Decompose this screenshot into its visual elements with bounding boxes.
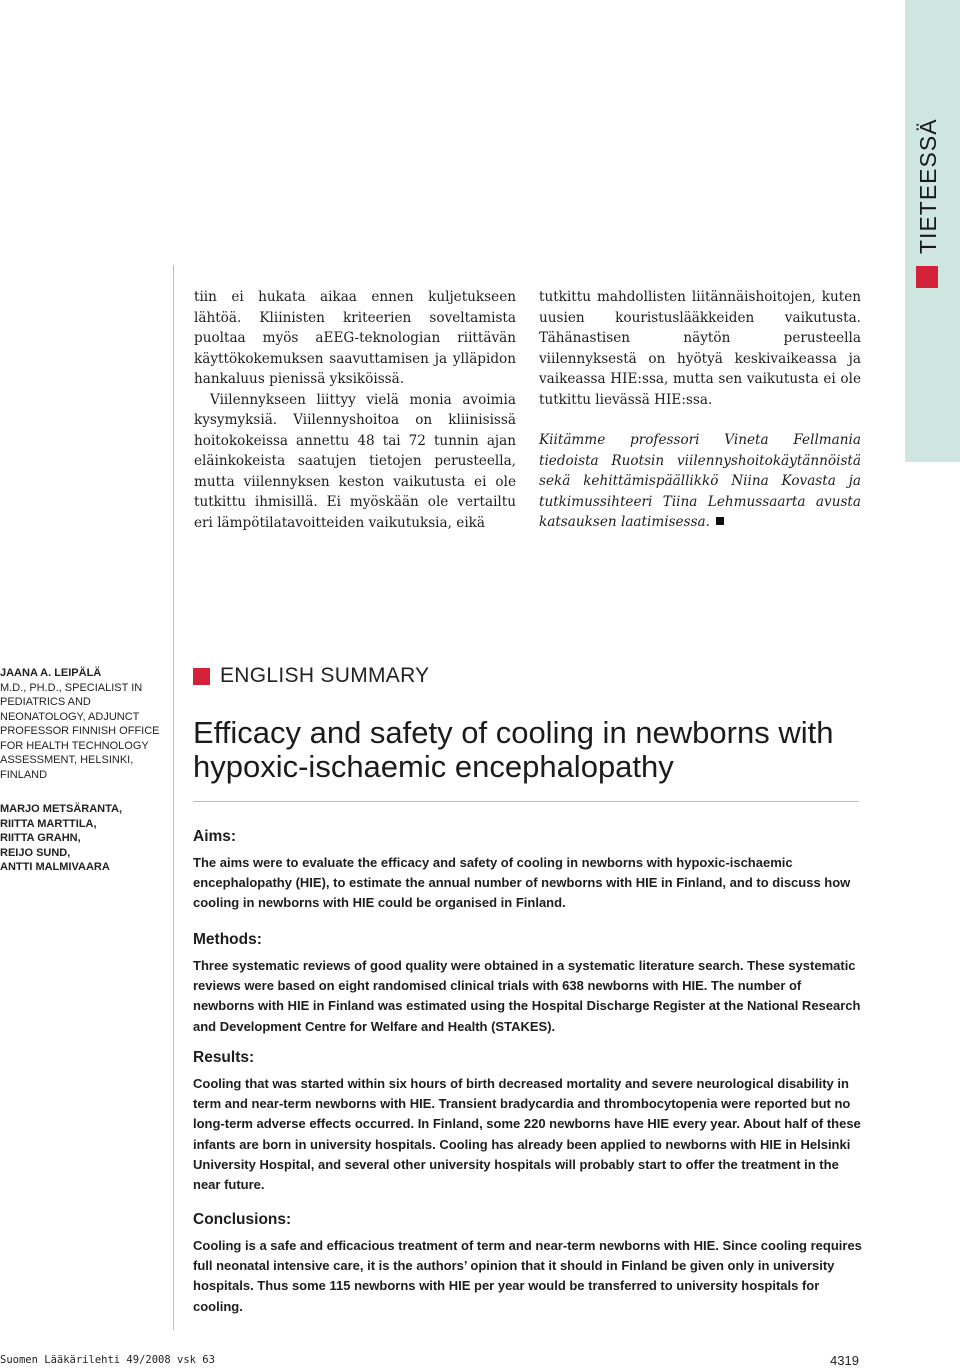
conclusions-heading: Conclusions: [193, 1211, 292, 1228]
section-tab-label: TIETEESSÄ [915, 118, 941, 254]
main-author-affiliation: M.D., PH.D., SPECIALIST IN PEDIATRICS AND NEONATOLOGY, ADJUNCT PROFESSOR FINNISH OFFICE FOR HEALTH TECHNOLOGY ASSESSMENT, HELSINKI, FINLAND [0, 681, 160, 781]
coauthor-name: RIITTA GRAHN, [0, 832, 81, 844]
column-divider [173, 265, 174, 1330]
section-square-icon [193, 668, 210, 685]
end-mark-icon [716, 517, 724, 525]
methods-section [193, 931, 863, 1037]
summary-title: Efficacy and safety of cooling in newborns with hypoxic-ischaemic encephalopathy [193, 715, 834, 784]
english-summary-label: ENGLISH SUMMARY [220, 664, 430, 687]
methods-text: Three systematic reviews of good quality were obtained in a systematic literature search. These systematic reviews were based on eight randomised clinical trials with 638 newborns with HIE. The number of newborns with HIE in Finland was estimated using the Hospital Discharge Register at the National Research and Development Centre for Welfare and Health (STAKES). [193, 958, 861, 1034]
acknowledgement-text: Kiitämme professori Vineta Fellmania tiedoista Ruotsin viilennyshoitokäytännöistä sekä kehittämispäällikkö Niina Kovasta ja tutkimussihteeri Tiina Lehmussaarta avusta katsauksen laatimisessa. [539, 432, 861, 530]
coauthor-name: REIJO SUND, [0, 846, 71, 859]
section-tab [905, 0, 960, 462]
coauthor-list [0, 802, 160, 875]
aims-heading: Aims: [193, 828, 237, 845]
journal-footer: Suomen Lääkärilehti 49/2008 vsk 63 [0, 1354, 215, 1366]
section-tab-square [916, 266, 938, 288]
title-divider [193, 801, 859, 802]
results-section [193, 1049, 863, 1195]
coauthor-name: MARJO METSÄRANTA, [0, 803, 123, 815]
finnish-paragraph: tiin ei hukata aikaa ennen kuljetukseen lähtöä. Kliinisten kriteerien soveltamista puoltaa myös aEEG-teknologian riittävän käyttökokemuksen saavuttamisen ja ylläpidon hankaluus pienissä yksiköissä. [194, 289, 516, 387]
coauthor-name: ANTTI MALMIVAARA [0, 861, 110, 873]
acknowledgement [539, 430, 861, 533]
methods-heading: Methods: [193, 931, 262, 948]
coauthor-name: RIITTA MARTTILA, [0, 817, 97, 830]
page-number: 4319 [830, 1353, 859, 1368]
finnish-paragraph: Viilennykseen liittyy vielä monia avoimia kysymyksiä. Viilennyshoitoa on kliinisissä hoitokokeissa annettu 48 tai 72 tunnin ajan eläinkokeista saatujen tietojen perusteella, mutta viilennyksen keston vaikutusta ei ole tutkittu ihmisillä. Ei myöskään ole vertailtu eri lämpötilatavoitteiden vaikutuksia, eikä [194, 391, 516, 531]
conclusions-text: Cooling is a safe and efficacious treatment of term and near-term newborns with HIE. Since cooling requires full neonatal intensive care, it is the authors’ opinion that it should in Finland be given only in university hospitals. Thus some 115 newborns with HIE per year would be transferred to university hospitals for cooling. [193, 1238, 862, 1314]
results-text: Cooling that was started within six hours of birth decreased mortality and severe neurological disability in term and near-term newborns with HIE. Transient bradycardia and thrombocytopenia were reported but no long-term adverse effects occurred. In Finland, some 220 newborns have HIE every year. About half of these infants are born in university hospitals. Cooling has already been applied to newborns with HIE in Helsinki University Hospital, and several other university hospitals will probably start to offer the treatment in the near future. [193, 1076, 861, 1193]
aims-text: The aims were to evaluate the efficacy and safety of cooling in newborns with hypoxic-ischaemic encephalopathy (HIE), to estimate the annual number of newborns with HIE in Finland, and to discuss how cooling in newborns with HIE could be organised in Finland. [193, 855, 851, 911]
finnish-paragraph: tutkittu mahdollisten liitännäishoitojen, kuten uusien kouristuslääkkeiden vaikutusta. Tähänastisen näytön perusteella viilennyksestä on hyötyä keskivaikeassa ja vaikeassa HIE:ssa, mutta sen vaikutusta ei ole tutkittu lievässä HIE:ssa. [539, 289, 861, 408]
author-block [0, 666, 160, 875]
finnish-column-right [539, 287, 861, 533]
english-summary-header [193, 664, 430, 688]
conclusions-section [193, 1211, 863, 1317]
main-author-name: JAANA A. LEIPÄLÄ [0, 667, 102, 679]
results-heading: Results: [193, 1049, 255, 1066]
aims-section [193, 828, 863, 914]
finnish-column-left [194, 287, 516, 533]
